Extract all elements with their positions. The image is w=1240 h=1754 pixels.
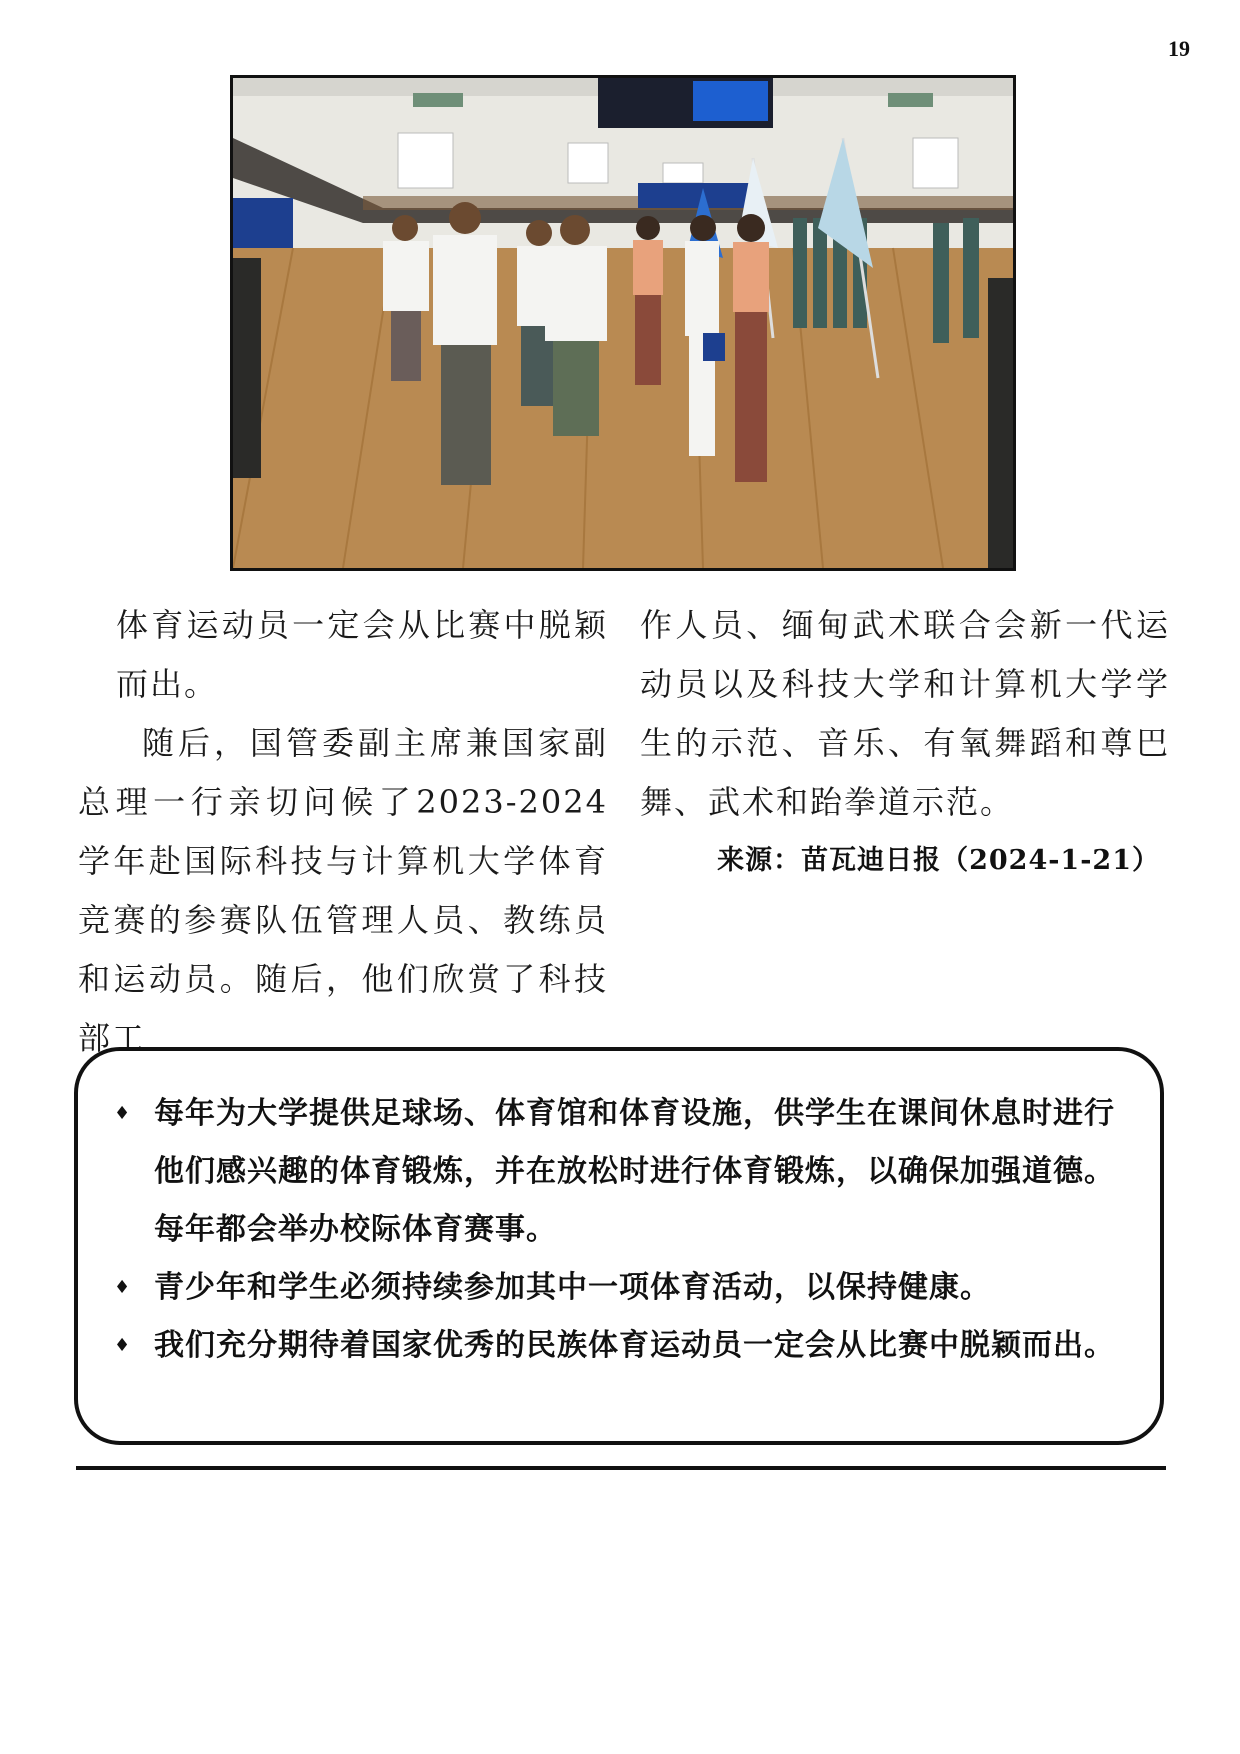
article-right-column [640,596,1170,832]
diamond-bullet-icon: ♦ [114,1335,132,1356]
summary-box [74,1047,1164,1445]
summary-item [98,1317,1134,1375]
page-number: 19 [1168,36,1190,61]
summary-item-text: 每年为大学提供足球场、体育馆和体育设施，供学生在课间休息时进行他们感兴趣的体育锻炼，并在放松时进行体育锻炼，以确保加强道德。每年都会举办校际体育赛事。 [154,1096,1115,1247]
article-paragraph: 体育运动员一定会从比赛中脱颖而出。 [116,606,608,703]
article-paragraph: 随后，国管委副主席兼国家副总理一行亲切问候了2023-2024学年赴国际科技与计算机大学体育竞赛的参赛队伍管理人员、教练员和运动员。随后，他们欣赏了科技部工 [78,724,608,1057]
summary-item-text: 我们充分期待着国家优秀的民族体育运动员一定会从比赛中脱颖而出。 [154,1328,1115,1363]
article-paragraph: 作人员、缅甸武术联合会新一代运动员以及科技大学和计算机大学学生的示范、音乐、有氧舞蹈和尊巴舞、武术和跆拳道示范。 [640,606,1170,821]
event-photo [230,75,1016,571]
article-source: 来源：苗瓦迪日报（2024-1-21） [717,845,1160,876]
summary-item-text: 青少年和学生必须持续参加其中一项体育活动，以保持健康。 [154,1270,991,1305]
diamond-bullet-icon: ♦ [114,1103,132,1124]
article-left-column [78,596,608,1068]
summary-list [98,1085,1134,1375]
event-photo-illustration [233,78,1013,568]
summary-item [98,1259,1134,1317]
summary-item [98,1085,1134,1259]
bottom-rule [76,1466,1166,1470]
diamond-bullet-icon: ♦ [114,1277,132,1298]
